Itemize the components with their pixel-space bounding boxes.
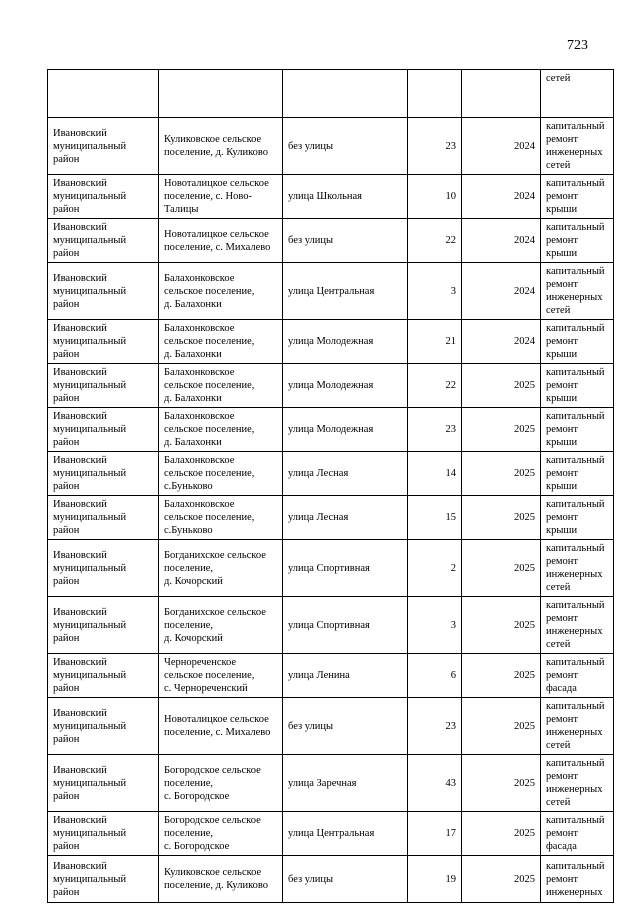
settlement-cell: Балахонковское сельское поселение, с.Буньково: [159, 452, 283, 496]
house-number-cell: 23: [408, 408, 462, 452]
year-cell: [462, 70, 541, 118]
district-cell: Ивановский муниципальный район: [48, 219, 159, 263]
work-type-cell: капитальный ремонт инженерных сетей: [541, 263, 614, 320]
district-cell: Ивановский муниципальный район: [48, 452, 159, 496]
district-cell: Ивановский муниципальный район: [48, 320, 159, 364]
street-cell: улица Центральная: [283, 812, 408, 856]
table-row: [48, 597, 614, 654]
year-cell: 2024: [462, 118, 541, 175]
street-cell: без улицы: [283, 219, 408, 263]
settlement-cell: Чернореченское сельское поселение, с. Чернореченский: [159, 654, 283, 698]
street-cell: улица Спортивная: [283, 597, 408, 654]
year-cell: 2024: [462, 175, 541, 219]
year-cell: 2025: [462, 540, 541, 597]
district-cell: Ивановский муниципальный район: [48, 364, 159, 408]
house-number-cell: 43: [408, 755, 462, 812]
table-body: [48, 70, 614, 903]
settlement-cell: Новоталицкое сельское поселение, с. Михалево: [159, 219, 283, 263]
house-number-cell: 22: [408, 364, 462, 408]
house-number-cell: 23: [408, 698, 462, 755]
settlement-cell: Новоталицкое сельское поселение, с. Ново- Талицы: [159, 175, 283, 219]
table-row: [48, 654, 614, 698]
work-type-cell: капитальный ремонт крыши: [541, 219, 614, 263]
table-row: [48, 118, 614, 175]
settlement-cell: Балахонковское сельское поселение, д. Балахонки: [159, 364, 283, 408]
house-number-cell: 21: [408, 320, 462, 364]
district-cell: Ивановский муниципальный район: [48, 812, 159, 856]
house-number-cell: 3: [408, 597, 462, 654]
work-type-cell: капитальный ремонт фасада: [541, 654, 614, 698]
table-row: [48, 496, 614, 540]
district-cell: Ивановский муниципальный район: [48, 654, 159, 698]
work-type-cell: капитальный ремонт инженерных сетей: [541, 755, 614, 812]
table-row: [48, 856, 614, 903]
table-row-continuation: [48, 70, 614, 118]
work-type-cell: капитальный ремонт крыши: [541, 496, 614, 540]
year-cell: 2025: [462, 452, 541, 496]
street-cell: улица Заречная: [283, 755, 408, 812]
year-cell: 2025: [462, 364, 541, 408]
settlement-cell: Куликовское сельское поселение, д. Куликово: [159, 856, 283, 903]
table-row: [48, 175, 614, 219]
work-type-cell: капитальный ремонт инженерных сетей: [541, 118, 614, 175]
work-type-cell: сетей: [541, 70, 614, 118]
district-cell: Ивановский муниципальный район: [48, 408, 159, 452]
work-type-cell: капитальный ремонт инженерных: [541, 856, 614, 903]
house-number-cell: 15: [408, 496, 462, 540]
settlement-cell: Балахонковское сельское поселение, д. Балахонки: [159, 408, 283, 452]
street-cell: улица Центральная: [283, 263, 408, 320]
house-number-cell: 22: [408, 219, 462, 263]
repair-schedule-table: [47, 69, 614, 903]
district-cell: Ивановский муниципальный район: [48, 698, 159, 755]
house-number-cell: 3: [408, 263, 462, 320]
settlement-cell: [159, 70, 283, 118]
house-number-cell: 23: [408, 118, 462, 175]
year-cell: 2025: [462, 755, 541, 812]
table-row: [48, 540, 614, 597]
page-number: 723: [567, 38, 588, 53]
settlement-cell: Богданихское сельское поселение, д. Кочорский: [159, 540, 283, 597]
house-number-cell: 14: [408, 452, 462, 496]
table-row: [48, 364, 614, 408]
settlement-cell: Богородское сельское поселение, с. Богородское: [159, 755, 283, 812]
street-cell: улица Молодежная: [283, 320, 408, 364]
table-row: [48, 755, 614, 812]
street-cell: без улицы: [283, 698, 408, 755]
year-cell: 2024: [462, 219, 541, 263]
settlement-cell: Балахонковское сельское поселение, д. Балахонки: [159, 263, 283, 320]
district-cell: Ивановский муниципальный район: [48, 118, 159, 175]
settlement-cell: Балахонковское сельское поселение, с.Буньково: [159, 496, 283, 540]
district-cell: Ивановский муниципальный район: [48, 540, 159, 597]
settlement-cell: Новоталицкое сельское поселение, с. Михалево: [159, 698, 283, 755]
street-cell: без улицы: [283, 856, 408, 903]
street-cell: улица Спортивная: [283, 540, 408, 597]
district-cell: [48, 70, 159, 118]
year-cell: 2025: [462, 812, 541, 856]
table-row: [48, 452, 614, 496]
settlement-cell: Богородское сельское поселение, с. Богородское: [159, 812, 283, 856]
district-cell: Ивановский муниципальный район: [48, 597, 159, 654]
settlement-cell: Богданихское сельское поселение, д. Кочорский: [159, 597, 283, 654]
street-cell: улица Молодежная: [283, 364, 408, 408]
work-type-cell: капитальный ремонт крыши: [541, 364, 614, 408]
settlement-cell: Куликовское сельское поселение, д. Куликово: [159, 118, 283, 175]
year-cell: 2024: [462, 263, 541, 320]
district-cell: Ивановский муниципальный район: [48, 755, 159, 812]
year-cell: 2025: [462, 597, 541, 654]
house-number-cell: 10: [408, 175, 462, 219]
street-cell: улица Молодежная: [283, 408, 408, 452]
table-row: [48, 408, 614, 452]
street-cell: без улицы: [283, 118, 408, 175]
year-cell: 2024: [462, 320, 541, 364]
table-row: [48, 263, 614, 320]
district-cell: Ивановский муниципальный район: [48, 175, 159, 219]
work-type-cell: капитальный ремонт инженерных сетей: [541, 540, 614, 597]
street-cell: улица Школьная: [283, 175, 408, 219]
house-number-cell: 6: [408, 654, 462, 698]
house-number-cell: [408, 70, 462, 118]
year-cell: 2025: [462, 698, 541, 755]
work-type-cell: капитальный ремонт крыши: [541, 175, 614, 219]
year-cell: 2025: [462, 408, 541, 452]
year-cell: 2025: [462, 496, 541, 540]
year-cell: 2025: [462, 654, 541, 698]
work-type-cell: капитальный ремонт крыши: [541, 320, 614, 364]
district-cell: Ивановский муниципальный район: [48, 263, 159, 320]
street-cell: [283, 70, 408, 118]
district-cell: Ивановский муниципальный район: [48, 496, 159, 540]
work-type-cell: капитальный ремонт фасада: [541, 812, 614, 856]
house-number-cell: 19: [408, 856, 462, 903]
street-cell: улица Ленина: [283, 654, 408, 698]
street-cell: улица Лесная: [283, 452, 408, 496]
district-cell: Ивановский муниципальный район: [48, 856, 159, 903]
street-cell: улица Лесная: [283, 496, 408, 540]
settlement-cell: Балахонковское сельское поселение, д. Балахонки: [159, 320, 283, 364]
work-type-cell: капитальный ремонт инженерных сетей: [541, 698, 614, 755]
year-cell: 2025: [462, 856, 541, 903]
table-row: [48, 812, 614, 856]
work-type-cell: капитальный ремонт инженерных сетей: [541, 597, 614, 654]
table-row: [48, 219, 614, 263]
table-row: [48, 698, 614, 755]
house-number-cell: 2: [408, 540, 462, 597]
house-number-cell: 17: [408, 812, 462, 856]
work-type-cell: капитальный ремонт крыши: [541, 408, 614, 452]
table-row: [48, 320, 614, 364]
work-type-cell: капитальный ремонт крыши: [541, 452, 614, 496]
